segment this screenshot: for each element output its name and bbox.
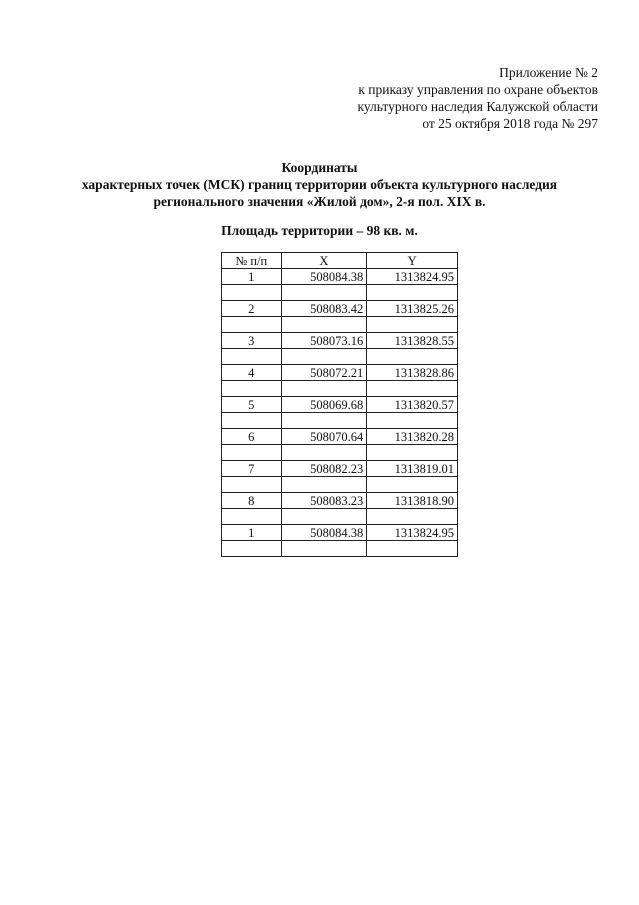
table-row [222, 397, 458, 413]
cell-y: 1313819.01 [367, 461, 458, 477]
table-spacer-row [222, 509, 458, 525]
territory-area: Площадь территории – 98 кв. м. [221, 223, 418, 238]
cell-number: 1 [222, 525, 282, 541]
table-spacer-row [222, 285, 458, 301]
table-header-row [222, 253, 458, 269]
cell-x: 508073.16 [281, 333, 367, 349]
appendix-number: Приложение № 2 [499, 65, 598, 80]
cell-number: 8 [222, 493, 282, 509]
header-x: X [281, 253, 367, 269]
table-row [222, 333, 458, 349]
cell-y: 1313828.86 [367, 365, 458, 381]
table-spacer-row [222, 413, 458, 429]
table-row [222, 461, 458, 477]
cell-y: 1313825.26 [367, 301, 458, 317]
cell-x: 508070.64 [281, 429, 367, 445]
cell-y: 1313818.90 [367, 493, 458, 509]
cell-number: 2 [222, 301, 282, 317]
cell-y: 1313824.95 [367, 269, 458, 285]
document-title [0, 159, 639, 210]
cell-x: 508083.42 [281, 301, 367, 317]
cell-x: 508083.23 [281, 493, 367, 509]
cell-number: 7 [222, 461, 282, 477]
header-number: № п/п [222, 253, 282, 269]
cell-number: 6 [222, 429, 282, 445]
table-spacer-row [222, 445, 458, 461]
cell-x: 508082.23 [281, 461, 367, 477]
cell-number: 1 [222, 269, 282, 285]
cell-y: 1313828.55 [367, 333, 458, 349]
title-line-2: характерных точек (МСК) границ территории объекта культурного наследия [81, 177, 558, 192]
table-spacer-row [222, 349, 458, 365]
cell-number: 4 [222, 365, 282, 381]
title-line-3: регионального значения «Жилой дом», 2-я пол. XIX в. [153, 194, 486, 209]
cell-number: 3 [222, 333, 282, 349]
appendix-order-ref: к приказу управления по охране объектов [358, 82, 598, 97]
table-row [222, 269, 458, 285]
cell-y: 1313820.28 [367, 429, 458, 445]
header-y: Y [367, 253, 458, 269]
table-spacer-row [222, 541, 458, 557]
table-spacer-row [222, 477, 458, 493]
table-spacer-row [222, 381, 458, 397]
cell-y: 1313824.95 [367, 525, 458, 541]
coordinates-table [221, 252, 458, 557]
table-row [222, 365, 458, 381]
appendix-header [357, 64, 598, 132]
appendix-date: от 25 октября 2018 года № 297 [422, 116, 598, 131]
table-row [222, 429, 458, 445]
table-spacer-row [222, 317, 458, 333]
table-row [222, 493, 458, 509]
table-row [222, 301, 458, 317]
appendix-authority: культурного наследия Калужской области [357, 99, 598, 114]
cell-x: 508084.38 [281, 525, 367, 541]
cell-x: 508072.21 [281, 365, 367, 381]
table-row [222, 525, 458, 541]
cell-x: 508069.68 [281, 397, 367, 413]
cell-x: 508084.38 [281, 269, 367, 285]
cell-number: 5 [222, 397, 282, 413]
title-line-1: Координаты [281, 160, 358, 175]
cell-y: 1313820.57 [367, 397, 458, 413]
